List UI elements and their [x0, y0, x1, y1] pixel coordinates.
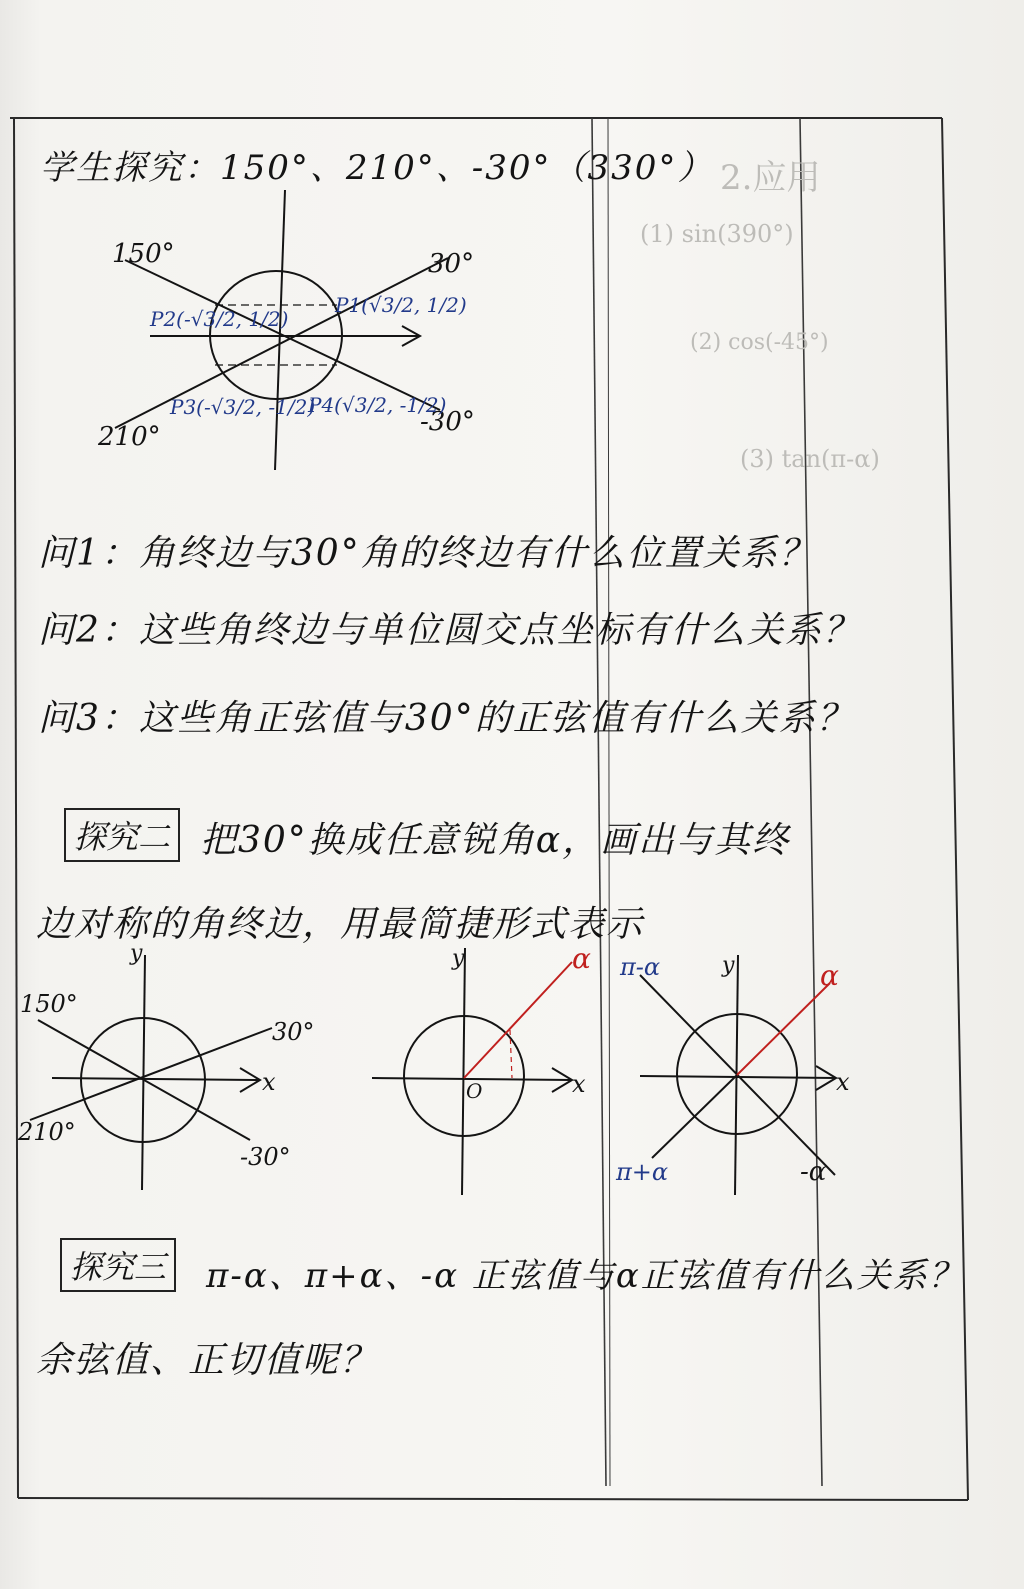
- fig2-alpha-label: α: [572, 942, 591, 975]
- question-3: 问3：这些角正弦值与30°的正弦值有什么关系？: [38, 698, 855, 739]
- label-150: 150°: [112, 239, 175, 269]
- point-p2: P2(-√3/2, 1/2): [150, 307, 289, 331]
- fig2-x-label: x: [572, 1070, 586, 1098]
- explore-2-text-line-2: 边对称的角终边，用最简捷形式表示: [36, 904, 645, 945]
- alpha-terminal-side: [464, 962, 572, 1078]
- fig1-y-label: y: [130, 941, 143, 966]
- explore-3-text-line-1: π-α、π+α、-α 正弦值与α正弦值有什么关系？: [206, 1256, 965, 1296]
- bleed-text: 2.应用: [720, 158, 821, 198]
- fig1-label-30: 30°: [272, 1018, 315, 1046]
- label-30: 30°: [428, 249, 475, 279]
- bleed-text: (2) cos(-45°): [690, 330, 829, 355]
- fig1-x-label: x: [262, 1068, 276, 1096]
- bleed-text: (3) tan(π-α): [740, 445, 880, 473]
- figure-3: [615, 953, 850, 1195]
- fig1-label-210: 210°: [18, 1118, 76, 1146]
- fig1-label-neg30: -30°: [240, 1143, 291, 1171]
- point-p1: P1(√3/2, 1/2): [335, 293, 467, 317]
- question-2: 问2：这些角终边与单位圆交点坐标有什么关系？: [38, 610, 861, 651]
- page-title: 学生探究：150°、210°、-30°（330°）: [40, 148, 714, 188]
- label-neg30: -30°: [420, 407, 475, 437]
- fig3-pi-minus-alpha: π-α: [620, 953, 661, 981]
- point-p4: P4(√3/2, -1/2): [308, 393, 447, 417]
- explore-3-text-line-2: 余弦值、正切值呢？: [36, 1340, 379, 1381]
- fig2-y-label: y: [452, 946, 465, 971]
- label-210: 210°: [98, 422, 161, 452]
- figure-1: [17, 941, 315, 1190]
- fig2-origin-label: O: [466, 1079, 483, 1103]
- fig3-x-label: x: [836, 1068, 850, 1096]
- point-p3: P3(-√3/2, -1/2): [170, 395, 316, 419]
- fig3-y-label: y: [722, 953, 735, 978]
- explore-3-box: 探究三: [60, 1238, 176, 1292]
- question-1: 问1：角终边与30°角的终边有什么位置关系？: [38, 533, 817, 574]
- fig3-neg-alpha: -α: [800, 1157, 827, 1187]
- fig3-pi-plus-alpha: π+α: [616, 1158, 669, 1186]
- explore-2-box: 探究二: [64, 808, 180, 862]
- explore-2-text-line-1: 把30°换成任意锐角α，画出与其终: [200, 820, 791, 861]
- fig3-alpha-label: α: [820, 959, 839, 992]
- fig1-label-150: 150°: [20, 990, 78, 1018]
- figure-2: [372, 942, 591, 1195]
- alpha-terminal-side: [737, 983, 830, 1075]
- bleed-text: (1) sin(390°): [640, 220, 794, 248]
